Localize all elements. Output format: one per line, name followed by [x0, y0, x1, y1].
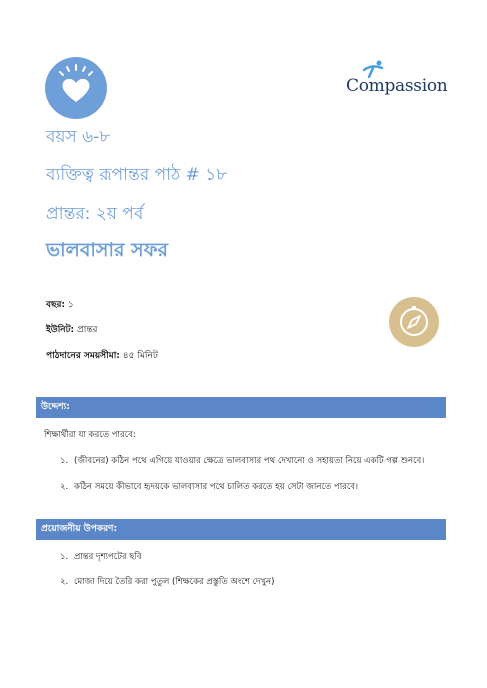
lesson-title: ভালবাসার সফর — [46, 239, 168, 261]
time-label: পাঠদানের সময়সীমা: — [46, 351, 120, 361]
unit-row — [46, 322, 98, 337]
unit-value: প্রান্তর — [77, 325, 98, 335]
time-row — [46, 348, 158, 363]
objectives-header: উদ্দেশ্য: — [36, 397, 446, 418]
heart-badge-icon — [45, 57, 107, 119]
age-heading: বয়স ৬-৮ — [46, 127, 111, 147]
year-row — [46, 297, 74, 312]
logo-text: Compassion — [346, 76, 448, 96]
list-text: মোজা দিয়ে তৈরি করা পুতুল (শিক্ষকের প্রস্তুতি অংশে দেখুন) — [74, 577, 275, 587]
list-text: কঠিন সময়ে কীভাবে হৃদয়কে ভালবাসার পথে চালিত করতে হয় সেটা জানতে পারবে। — [74, 482, 359, 492]
list-text: প্রান্তর দৃশ্যপটের ছবি — [74, 552, 142, 562]
time-value: ৪৫ মিনিট — [122, 351, 158, 361]
materials-header: প্রয়োজনীয় উপকরণ: — [36, 519, 446, 540]
list-number: ১. — [60, 456, 69, 466]
unit-heading: প্রান্তর: ২য় পর্ব — [46, 204, 144, 224]
list-number: ২. — [60, 482, 69, 492]
heart-icon — [45, 57, 107, 119]
unit-label: ইউনিট: — [46, 325, 75, 335]
objectives-intro: শিক্ষার্থীরা যা করতে পারবে: — [44, 430, 136, 440]
list-text: (জীবনের) কঠিন পথে এগিয়ে যাওয়ার ক্ষেত্রে ভালবাসার পথ দেখানো ও সহায়তা নিয়ে একটি গল্প শুনবে। — [74, 456, 425, 466]
year-value: ১ — [67, 300, 74, 310]
compass-badge-icon — [389, 297, 439, 347]
year-label: বছর: — [46, 300, 66, 310]
list-number: ১. — [60, 552, 69, 562]
compass-icon — [389, 297, 439, 347]
compassion-logo — [346, 62, 446, 98]
list-number: ২. — [60, 577, 69, 587]
lesson-heading: ব্যক্তিত্ব রূপান্তর পাঠ # ১৮ — [46, 165, 228, 185]
